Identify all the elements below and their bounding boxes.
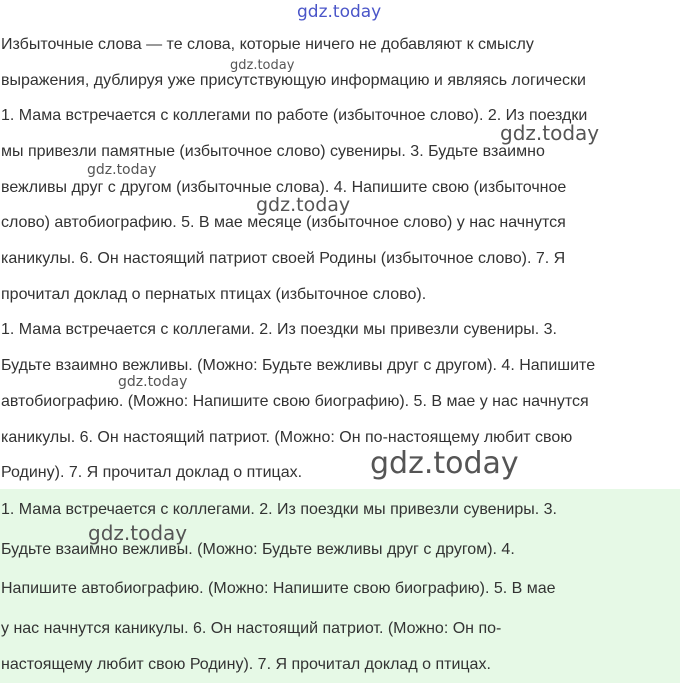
watermark: gdz.today xyxy=(230,58,295,73)
text-line: 1. Мама встречается с коллегами. 2. Из поездки мы привезли сувениры. 3. xyxy=(1,321,557,338)
text-line: каникулы. 6. Он настоящий патриот. (Можно: Он по-настоящему любит свою xyxy=(1,429,573,446)
answer-line: 1. Мама встречается с коллегами. 2. Из поездки мы привезли сувениры. 3. xyxy=(1,501,557,518)
text-line: 1. Мама встречается с коллегами по работе (избыточное слово). 2. Из поездки xyxy=(1,107,588,124)
watermark: gdz.today xyxy=(370,446,519,481)
watermark: gdz.today xyxy=(256,194,351,216)
text-line: Родину). 7. Я прочитал доклад о птицах. xyxy=(1,464,303,481)
answer-line: Будьте взаимно вежливы. (Можно: Будьте вежливы друг с другом). 4. xyxy=(1,541,515,558)
text-line: каникулы. 6. Он настоящий патриот своей Родины (избыточное слово). 7. Я xyxy=(1,250,566,267)
text-line: слово) автобиографию. 5. В мае месяце (избыточное слово) у нас начнутся xyxy=(1,214,566,231)
text-line: прочитал доклад о пернатых птицах (избыточное слово). xyxy=(1,286,427,303)
watermark: gdz.today xyxy=(87,162,157,178)
text-line: Будьте взаимно вежливы. (Можно: Будьте вежливы друг с другом). 4. Напишите xyxy=(1,357,596,374)
watermark: gdz.today xyxy=(88,521,188,545)
text-line: вежливы друг с другом (избыточные слова). 4. Напишите свою (избыточное xyxy=(1,179,567,196)
watermark: gdz.today xyxy=(500,121,600,145)
intro-line: Избыточные слова — те слова, которые ничего не добавляют к смыслу xyxy=(1,36,534,53)
answer-line: у нас начнутся каникулы. 6. Он настоящий патриот. (Можно: Он по- xyxy=(1,620,502,637)
watermark: gdz.today xyxy=(118,374,188,390)
intro-line: выражения, дублируя уже присутствующую информацию и являясь логически xyxy=(1,72,586,89)
text-line: автобиографию. (Можно: Напишите свою биографию). 5. В мае у нас начнутся xyxy=(1,393,589,410)
watermark: gdz.today xyxy=(297,2,382,22)
answer-line: Напишите автобиографию. (Можно: Напишите свою биографию). 5. В мае xyxy=(1,580,556,597)
text-line: мы привезли памятные (избыточное слово) сувениры. 3. Будьте взаимно xyxy=(1,143,545,160)
answer-line: настоящему любит свою Родину). 7. Я прочитал доклад о птицах. xyxy=(1,656,491,673)
